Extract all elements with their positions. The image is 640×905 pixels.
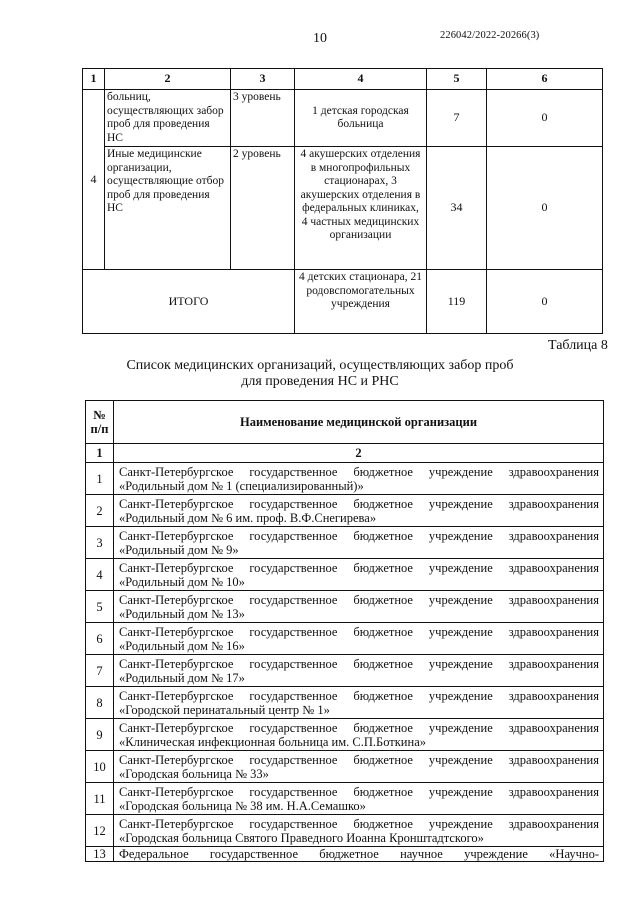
row-number: 12 bbox=[86, 815, 114, 847]
table-row bbox=[83, 90, 603, 147]
table-row bbox=[86, 751, 604, 783]
total-orgs-cell: 4 детских стационара, 21 родовспомогательных учреждения bbox=[295, 270, 427, 334]
organization-name-line: Санкт-Петербургское государственное бюджетное учреждение здравоохранения bbox=[119, 753, 599, 767]
organization-name bbox=[114, 495, 604, 527]
total-label: ИТОГО bbox=[83, 270, 295, 334]
organization-name bbox=[114, 687, 604, 719]
row-number: 10 bbox=[86, 751, 114, 783]
table-row bbox=[86, 623, 604, 655]
organization-name-line: Санкт-Петербургское государственное бюджетное учреждение здравоохранения bbox=[119, 465, 599, 479]
row-number: 5 bbox=[86, 591, 114, 623]
organization-name-line: «Городская больница № 33» bbox=[119, 767, 269, 781]
col-number: 2 bbox=[114, 444, 604, 463]
organizations-table-header bbox=[86, 401, 604, 444]
col-header: 5 bbox=[427, 69, 487, 90]
organization-name-line: «Родильный дом № 9» bbox=[119, 543, 239, 557]
table-row bbox=[86, 591, 604, 623]
table-row bbox=[86, 783, 604, 815]
total-value-cell: 0 bbox=[487, 270, 603, 334]
orgs-cell: 4 акушерских отделения в многопрофильных стационарах, 3 акушерских отделения в федеральных клиниках, 4 частных медицинских организации bbox=[295, 147, 427, 270]
col-header-number: № п/п bbox=[86, 401, 114, 444]
org-type-cell: больниц, осуществляющих забор проб для проведения НС bbox=[105, 90, 231, 147]
row-number: 9 bbox=[86, 719, 114, 751]
organization-name-line: Санкт-Петербургское государственное бюджетное учреждение здравоохранения bbox=[119, 561, 599, 575]
document-id: 226042/2022-20266(3) bbox=[440, 30, 540, 41]
row-number: 11 bbox=[86, 783, 114, 815]
table-row bbox=[86, 687, 604, 719]
table-title-line: для проведения НС и РНС bbox=[241, 374, 399, 389]
table-row bbox=[86, 527, 604, 559]
organizations-table bbox=[85, 400, 604, 862]
table-row bbox=[86, 847, 604, 862]
row-number: 4 bbox=[86, 559, 114, 591]
organization-name bbox=[114, 815, 604, 847]
organization-name bbox=[114, 655, 604, 687]
row-number: 6 bbox=[86, 623, 114, 655]
organization-name bbox=[114, 783, 604, 815]
col-header-name: Наименование медицинской организации bbox=[114, 401, 604, 444]
table-row bbox=[86, 495, 604, 527]
total-row bbox=[83, 270, 603, 334]
organization-name-line: «Родильный дом № 16» bbox=[119, 639, 245, 653]
value-cell: 0 bbox=[487, 90, 603, 147]
row-number: 1 bbox=[86, 463, 114, 495]
table-row bbox=[86, 719, 604, 751]
organization-name-line: «Клиническая инфекционная больница им. С.П.Боткина» bbox=[119, 735, 426, 749]
organization-name-line: «Родильный дом № 6 им. проф. В.Ф.Снегирева» bbox=[119, 511, 377, 525]
row-number: 2 bbox=[86, 495, 114, 527]
row-number: 13 bbox=[86, 847, 114, 862]
table-row bbox=[86, 655, 604, 687]
organization-name-line: Санкт-Петербургское государственное бюджетное учреждение здравоохранения bbox=[119, 785, 599, 799]
table-row bbox=[86, 463, 604, 495]
organization-name-line: Федеральное государственное бюджетное научное учреждение «Научно- bbox=[119, 847, 599, 861]
table-title-line: Список медицинских организаций, осуществляющих забор проб bbox=[126, 358, 514, 373]
summary-table-header bbox=[83, 69, 603, 90]
orgs-cell: 1 детская городская больница bbox=[295, 90, 427, 147]
organization-name bbox=[114, 559, 604, 591]
organization-name-line: Санкт-Петербургское государственное бюджетное учреждение здравоохранения bbox=[119, 817, 599, 831]
organization-name bbox=[114, 527, 604, 559]
level-cell: 2 уровень bbox=[231, 147, 295, 270]
organization-name-line: «Родильный дом № 13» bbox=[119, 607, 245, 621]
organization-name bbox=[114, 751, 604, 783]
value-cell: 0 bbox=[487, 147, 603, 270]
count-cell: 34 bbox=[427, 147, 487, 270]
organization-name-line: «Родильный дом № 17» bbox=[119, 671, 245, 685]
table-row bbox=[86, 559, 604, 591]
organization-name bbox=[114, 623, 604, 655]
table-row bbox=[83, 147, 603, 270]
organization-name-line: «Городская больница Святого Праведного Иоанна Кронштадтского» bbox=[119, 831, 484, 845]
col-number: 1 bbox=[86, 444, 114, 463]
organization-name-line: Санкт-Петербургское государственное бюджетное учреждение здравоохранения bbox=[119, 529, 599, 543]
organization-name bbox=[114, 847, 604, 862]
row-number: 4 bbox=[83, 90, 105, 270]
organization-name-line: Санкт-Петербургское государственное бюджетное учреждение здравоохранения bbox=[119, 593, 599, 607]
organization-name-line: Санкт-Петербургское государственное бюджетное учреждение здравоохранения bbox=[119, 657, 599, 671]
count-cell: 7 bbox=[427, 90, 487, 147]
col-header: 4 bbox=[295, 69, 427, 90]
col-header: 2 bbox=[105, 69, 231, 90]
col-header: 1 bbox=[83, 69, 105, 90]
row-number: 7 bbox=[86, 655, 114, 687]
row-number: 8 bbox=[86, 687, 114, 719]
table-row bbox=[86, 815, 604, 847]
organization-name bbox=[114, 463, 604, 495]
organization-name-line: «Городской перинатальный центр № 1» bbox=[119, 703, 330, 717]
col-header: 6 bbox=[487, 69, 603, 90]
page-number: 10 bbox=[313, 31, 327, 46]
org-type-cell: Иные медицинские организации, осуществляющие отбор проб для проведения НС bbox=[105, 147, 231, 270]
organization-name-line: «Родильный дом № 10» bbox=[119, 575, 245, 589]
organization-name-line: Санкт-Петербургское государственное бюджетное учреждение здравоохранения bbox=[119, 497, 599, 511]
organization-name-line: Санкт-Петербургское государственное бюджетное учреждение здравоохранения bbox=[119, 689, 599, 703]
col-header: 3 bbox=[231, 69, 295, 90]
row-number: 3 bbox=[86, 527, 114, 559]
organization-name-line: Санкт-Петербургское государственное бюджетное учреждение здравоохранения bbox=[119, 721, 599, 735]
organization-name-line: «Родильный дом № 1 (специализированный)» bbox=[119, 479, 364, 493]
organization-name bbox=[114, 591, 604, 623]
organization-name bbox=[114, 719, 604, 751]
table-title bbox=[0, 358, 640, 390]
column-numbers-row bbox=[86, 444, 604, 463]
level-cell: 3 уровень bbox=[231, 90, 295, 147]
table-label: Таблица 8 bbox=[548, 338, 608, 353]
total-count-cell: 119 bbox=[427, 270, 487, 334]
organization-name-line: Санкт-Петербургское государственное бюджетное учреждение здравоохранения bbox=[119, 625, 599, 639]
organization-name-line: «Городская больница № 38 им. Н.А.Семашко» bbox=[119, 799, 366, 813]
summary-table bbox=[82, 68, 603, 334]
